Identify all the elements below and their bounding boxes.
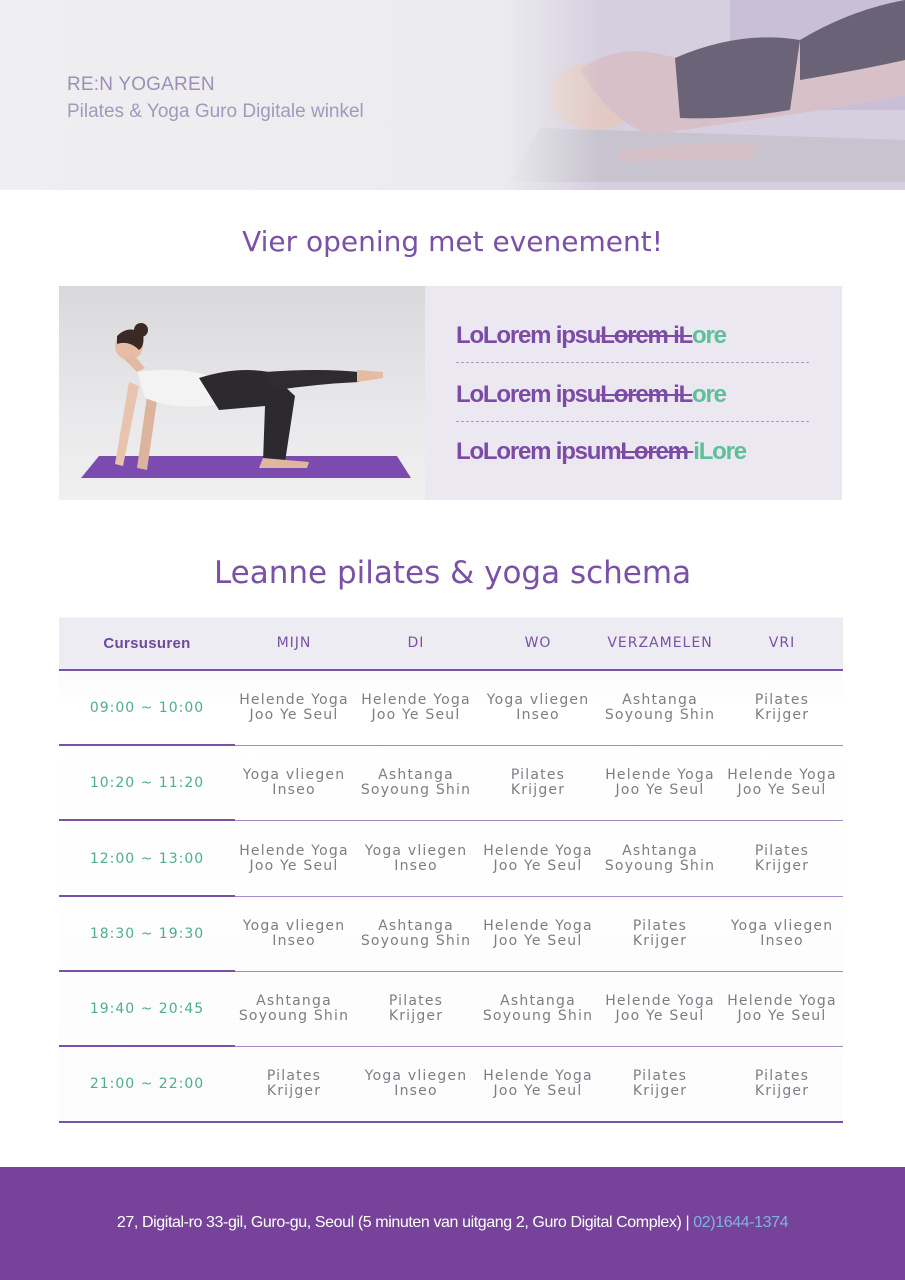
class-name: Pilates <box>754 843 810 859</box>
class-name: Helende Yoga <box>727 767 837 783</box>
class-name: Yoga vliegen <box>242 767 346 783</box>
class-cell <box>233 1069 355 1099</box>
instructor-name: Krijger <box>632 933 688 949</box>
class-name: Yoga vliegen <box>364 1068 468 1084</box>
promo-highlight: ore <box>692 322 726 349</box>
instructor-name: Krijger <box>754 1083 810 1099</box>
promo-highlight: ore <box>692 381 726 408</box>
instructor-name: Inseo <box>394 858 438 874</box>
class-cell <box>477 994 599 1024</box>
time-slot: 10:20 ~ 11:20 <box>89 775 205 791</box>
class-cell <box>721 844 843 874</box>
yoga-pose-illustration <box>59 286 425 500</box>
footer-contact <box>0 1214 905 1232</box>
instructor-name: Krijger <box>388 1008 444 1024</box>
promo-line-1 <box>456 322 816 350</box>
instructor-name: Joo Ye Seul <box>371 707 461 723</box>
class-name: Pilates <box>266 1068 322 1084</box>
class-name: Ashtanga <box>500 993 576 1009</box>
instructor-name: Inseo <box>272 933 316 949</box>
class-cell <box>477 919 599 949</box>
class-cell <box>477 844 599 874</box>
instructor-name: Inseo <box>272 782 316 798</box>
time-slot: 12:00 ~ 13:00 <box>89 851 205 867</box>
row-divider <box>235 820 843 821</box>
promo-text: LoLorem ipsum <box>456 438 621 465</box>
class-cell <box>355 768 477 798</box>
class-cell <box>355 919 477 949</box>
class-name: Helende Yoga <box>483 918 593 934</box>
header-day-mon: MIJN <box>276 635 312 651</box>
class-cell <box>721 768 843 798</box>
class-name: Pilates <box>754 692 810 708</box>
class-name: Helende Yoga <box>605 767 715 783</box>
class-name: Pilates <box>510 767 566 783</box>
instructor-name: Joo Ye Seul <box>249 707 339 723</box>
class-name: Ashtanga <box>378 918 454 934</box>
class-cell <box>599 1069 721 1099</box>
header-day-tue: DI <box>407 635 425 651</box>
class-cell <box>599 994 721 1024</box>
class-name: Yoga vliegen <box>364 843 468 859</box>
promo-strikethrough: Lorem <box>620 438 694 465</box>
event-title: Vier opening met evenement! <box>242 225 663 258</box>
header-day-thu: VERZAMELEN <box>607 635 713 651</box>
class-cell <box>355 994 477 1024</box>
header-banner <box>0 0 905 190</box>
instructor-name: Joo Ye Seul <box>615 782 705 798</box>
instructor-name: Soyoung Shin <box>604 707 716 723</box>
instructor-name: Joo Ye Seul <box>493 1083 583 1099</box>
class-cell <box>355 1069 477 1099</box>
class-cell <box>599 768 721 798</box>
class-cell <box>721 1069 843 1099</box>
instructor-name: Inseo <box>516 707 560 723</box>
class-name: Ashtanga <box>622 692 698 708</box>
class-cell <box>233 844 355 874</box>
time-slot: 19:40 ~ 20:45 <box>89 1001 205 1017</box>
footer <box>0 1167 905 1280</box>
class-name: Pilates <box>754 1068 810 1084</box>
schedule-row <box>59 897 843 972</box>
class-name: Ashtanga <box>378 767 454 783</box>
class-cell <box>599 844 721 874</box>
instructor-name: Soyoung Shin <box>360 782 472 798</box>
instructor-name: Joo Ye Seul <box>493 858 583 874</box>
instructor-name: Joo Ye Seul <box>737 782 827 798</box>
class-cell <box>355 693 477 723</box>
time-slot: 21:00 ~ 22:00 <box>89 1076 205 1092</box>
promo-line-2 <box>456 381 816 409</box>
instructor-name: Soyoung Shin <box>604 858 716 874</box>
promo-divider <box>456 362 809 363</box>
class-cell <box>233 693 355 723</box>
footer-phone[interactable]: 02)1644-1374 <box>693 1214 789 1231</box>
instructor-name: Inseo <box>760 933 804 949</box>
class-name: Helende Yoga <box>239 843 349 859</box>
class-cell <box>477 768 599 798</box>
instructor-name: Krijger <box>632 1083 688 1099</box>
class-name: Helende Yoga <box>361 692 471 708</box>
header-course-hours: Cursusuren <box>103 635 191 652</box>
instructor-name: Krijger <box>510 782 566 798</box>
class-name: Ashtanga <box>622 843 698 859</box>
class-cell <box>599 919 721 949</box>
promo-strikethrough: Lorem iL <box>600 381 693 408</box>
class-name: Helende Yoga <box>605 993 715 1009</box>
promo-strikethrough: Lorem iL <box>600 322 693 349</box>
time-divider <box>59 819 235 821</box>
time-slot: 18:30 ~ 19:30 <box>89 926 205 942</box>
class-cell <box>721 693 843 723</box>
class-cell <box>233 994 355 1024</box>
class-name: Yoga vliegen <box>242 918 346 934</box>
header-day-wed: WO <box>524 635 552 651</box>
class-cell <box>477 1069 599 1099</box>
class-name: Helende Yoga <box>483 1068 593 1084</box>
promo-text: LoLorem ipsu <box>456 322 601 349</box>
class-name: Pilates <box>632 918 688 934</box>
instructor-name: Joo Ye Seul <box>737 1008 827 1024</box>
class-cell <box>599 693 721 723</box>
class-cell <box>233 768 355 798</box>
instructor-name: Joo Ye Seul <box>615 1008 705 1024</box>
instructor-name: Inseo <box>394 1083 438 1099</box>
reclining-yoga-woman-photo <box>500 0 905 190</box>
promo-text: LoLorem ipsu <box>456 381 601 408</box>
promo-line-3 <box>456 438 816 466</box>
yoga-pose-photo <box>59 286 425 500</box>
promo-divider <box>456 421 809 422</box>
header-day-fri: VRI <box>768 635 796 651</box>
class-name: Pilates <box>388 993 444 1009</box>
class-cell <box>721 994 843 1024</box>
instructor-name: Krijger <box>754 707 810 723</box>
class-cell <box>355 844 477 874</box>
class-name: Helende Yoga <box>483 843 593 859</box>
brand-tagline: Pilates & Yoga Guro Digitale winkel <box>67 101 364 122</box>
class-name: Ashtanga <box>256 993 332 1009</box>
class-cell <box>233 919 355 949</box>
time-slot: 09:00 ~ 10:00 <box>89 700 205 716</box>
instructor-name: Joo Ye Seul <box>249 858 339 874</box>
instructor-name: Soyoung Shin <box>482 1008 594 1024</box>
schedule-row <box>59 1047 843 1122</box>
schedule-title: Leanne pilates & yoga schema <box>213 555 692 591</box>
schedule-row <box>59 972 843 1047</box>
class-name: Yoga vliegen <box>486 692 590 708</box>
instructor-name: Soyoung Shin <box>238 1008 350 1024</box>
class-name: Helende Yoga <box>239 692 349 708</box>
brand-name: RE:N YOGAREN <box>67 74 215 95</box>
class-cell <box>721 919 843 949</box>
instructor-name: Krijger <box>754 858 810 874</box>
table-bottom-border <box>59 1121 843 1123</box>
class-name: Helende Yoga <box>727 993 837 1009</box>
promo-highlight: iLore <box>693 438 746 465</box>
class-name: Yoga vliegen <box>730 918 834 934</box>
schedule-row <box>59 671 843 746</box>
instructor-name: Soyoung Shin <box>360 933 472 949</box>
instructor-name: Joo Ye Seul <box>493 933 583 949</box>
class-cell <box>477 693 599 723</box>
class-name: Pilates <box>632 1068 688 1084</box>
schedule-row <box>59 746 843 821</box>
schedule-row <box>59 822 843 897</box>
instructor-name: Krijger <box>266 1083 322 1099</box>
schedule-header-row <box>59 618 843 671</box>
footer-address: 27, Digital-ro 33-gil, Guro-gu, Seoul (5 minuten van uitgang 2, Guro Digital Complex) | <box>116 1214 694 1231</box>
